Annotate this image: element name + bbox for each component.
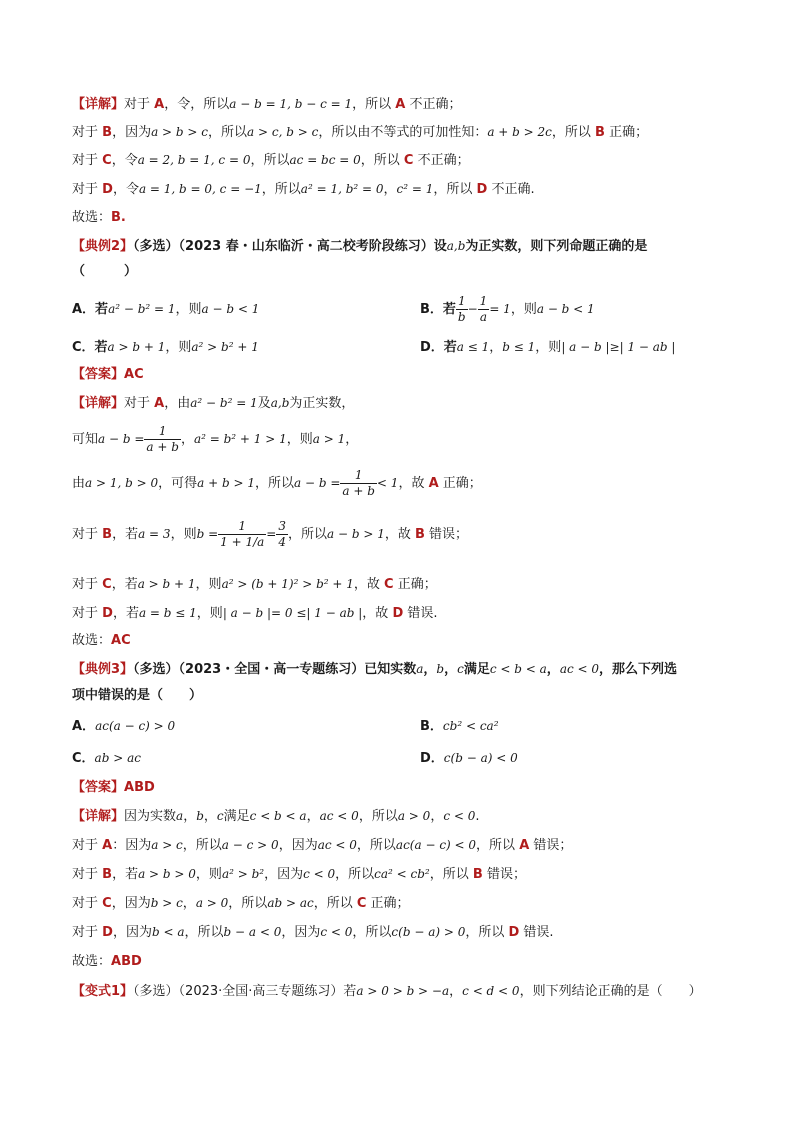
- solution-line: 对于 B，若a = 3，则b = $\frac{1}{1 + 1/a}$ = $\frac{3}{4}$ ，所以a − b > 1，故 B 错误；: [72, 519, 469, 549]
- solution-line: 对于 C，因为b > c，a > 0，所以ab > ac，所以 C 正确；: [72, 896, 410, 911]
- solution-line: 对于 C，令a = 2, b = 1, c = 0，所以ac = bc = 0，所以 C 不正确；: [72, 153, 470, 168]
- option-a: A．ac(a − c) > 0: [72, 719, 176, 734]
- fraction: $\frac{1}{1 + 1/a}$: [220, 519, 265, 549]
- solution-tag: 【详解】: [72, 97, 125, 112]
- answer-paren: （ ）: [72, 264, 138, 279]
- fraction: $\frac{1}{b}$: [457, 294, 466, 324]
- option-c: C．ab > ac: [72, 751, 141, 766]
- final-choice: 故选：ABD: [72, 954, 142, 969]
- options-row-cd: [72, 748, 754, 769]
- answer-line: 【答案】ABD: [72, 780, 155, 795]
- solution-line: 对于 B，因为a > b > c，所以a > c, b > c，所以由不等式的可加性知：a + b > 2c，所以 B 正确；: [72, 125, 649, 140]
- fraction: $\frac{3}{4}$: [278, 519, 286, 549]
- variant-1-stem: 【变式1】（多选）（2023·全国·高三专题练习）若a > 0 > b > −a，c < d < 0，则下列结论正确的是（ ）: [72, 984, 702, 999]
- solution-line: 对于 D，令a = 1, b = 0, c = −1，所以a² = 1, b² = 0，c² = 1，所以 D 不正确.: [72, 182, 535, 197]
- example-3-stem-cont: 项中错误的是（ ）: [72, 688, 203, 703]
- fraction: $\frac{1}{a + b}$: [342, 468, 375, 498]
- example-3-stem: 【典例3】（多选）（2023・全国・高一专题练习）已知实数a，b，c满足c < b < a，ac < 0，那么下列选: [72, 662, 678, 677]
- variant-tag: 【变式1】: [72, 984, 134, 999]
- solution-tag: 【详解】: [72, 809, 125, 824]
- solution-line: 【详解】对于 A，由a² − b² = 1及a,b为正实数，: [72, 396, 355, 411]
- option-d: D．若a ≤ 1，b ≤ 1，则| a − b |≥| 1 − ab |: [420, 340, 676, 355]
- solution-line: 【详解】因为实数a，b，c满足c < b < a，ac < 0，所以a > 0，c < 0.: [72, 809, 480, 824]
- option-b: B．若 $\frac{1}{b}$ − $\frac{1}{a}$ = 1，则a − b < 1: [420, 294, 595, 324]
- final-choice: 故选：B.: [72, 210, 126, 225]
- options-row-ab: [72, 292, 754, 327]
- solution-line: 对于 D，若a = b ≤ 1，则| a − b |= 0 ≤| 1 − ab |，故 D 错误.: [72, 606, 438, 621]
- options-row-cd: [72, 337, 754, 358]
- option-a: A．若a² − b² = 1，则a − b < 1: [72, 302, 260, 317]
- solution-line: 由a > 1, b > 0，可得a + b > 1，所以a − b = $\frac{1}{a + b}$ < 1，故 A 正确；: [72, 468, 482, 498]
- solution-line: 对于 C，若a > b + 1，则a² > (b + 1)² > b² + 1，故 C 正确；: [72, 577, 437, 592]
- solution-tag: 【详解】: [72, 396, 125, 411]
- solution-line: 可知a − b = $\frac{1}{a + b}$ ，a² = b² + 1 > 1，则a > 1，: [72, 424, 359, 454]
- option-d: D．c(b − a) < 0: [420, 751, 518, 766]
- example-tag: 【典例3】: [72, 662, 134, 677]
- answer-tag: 【答案】: [72, 780, 125, 795]
- options-row-ab: [72, 716, 754, 737]
- option-b: B．cb² < ca²: [420, 719, 499, 734]
- fraction: $\frac{1}{a + b}$: [146, 424, 179, 454]
- solution-line: 【详解】对于 A，令，所以a − b = 1, b − c = 1，所以 A 不正确；: [72, 97, 462, 112]
- example-tag: 【典例2】: [72, 239, 134, 254]
- final-choice: 故选：AC: [72, 633, 131, 648]
- answer-line: 【答案】AC: [72, 367, 144, 382]
- solution-line: 对于 A：因为a > c，所以a − c > 0，因为ac < 0，所以ac(a − c) < 0，所以 A 错误；: [72, 838, 573, 853]
- solution-line: 对于 B，若a > b > 0，则a² > b²，因为c < 0，所以ca² < cb²，所以 B 错误；: [72, 867, 526, 882]
- example-2-stem: 【典例2】（多选）（2023 春・山东临沂・高二校考阶段练习）设a,b为正实数，则下列命题正确的是: [72, 239, 648, 254]
- fraction: $\frac{1}{a}$: [479, 294, 488, 324]
- solution-line: 对于 D，因为b < a，所以b − a < 0，因为c < 0，所以c(b − a) > 0，所以 D 错误.: [72, 925, 554, 940]
- option-c: C．若a > b + 1，则a² > b² + 1: [72, 340, 259, 355]
- answer-tag: 【答案】: [72, 367, 125, 382]
